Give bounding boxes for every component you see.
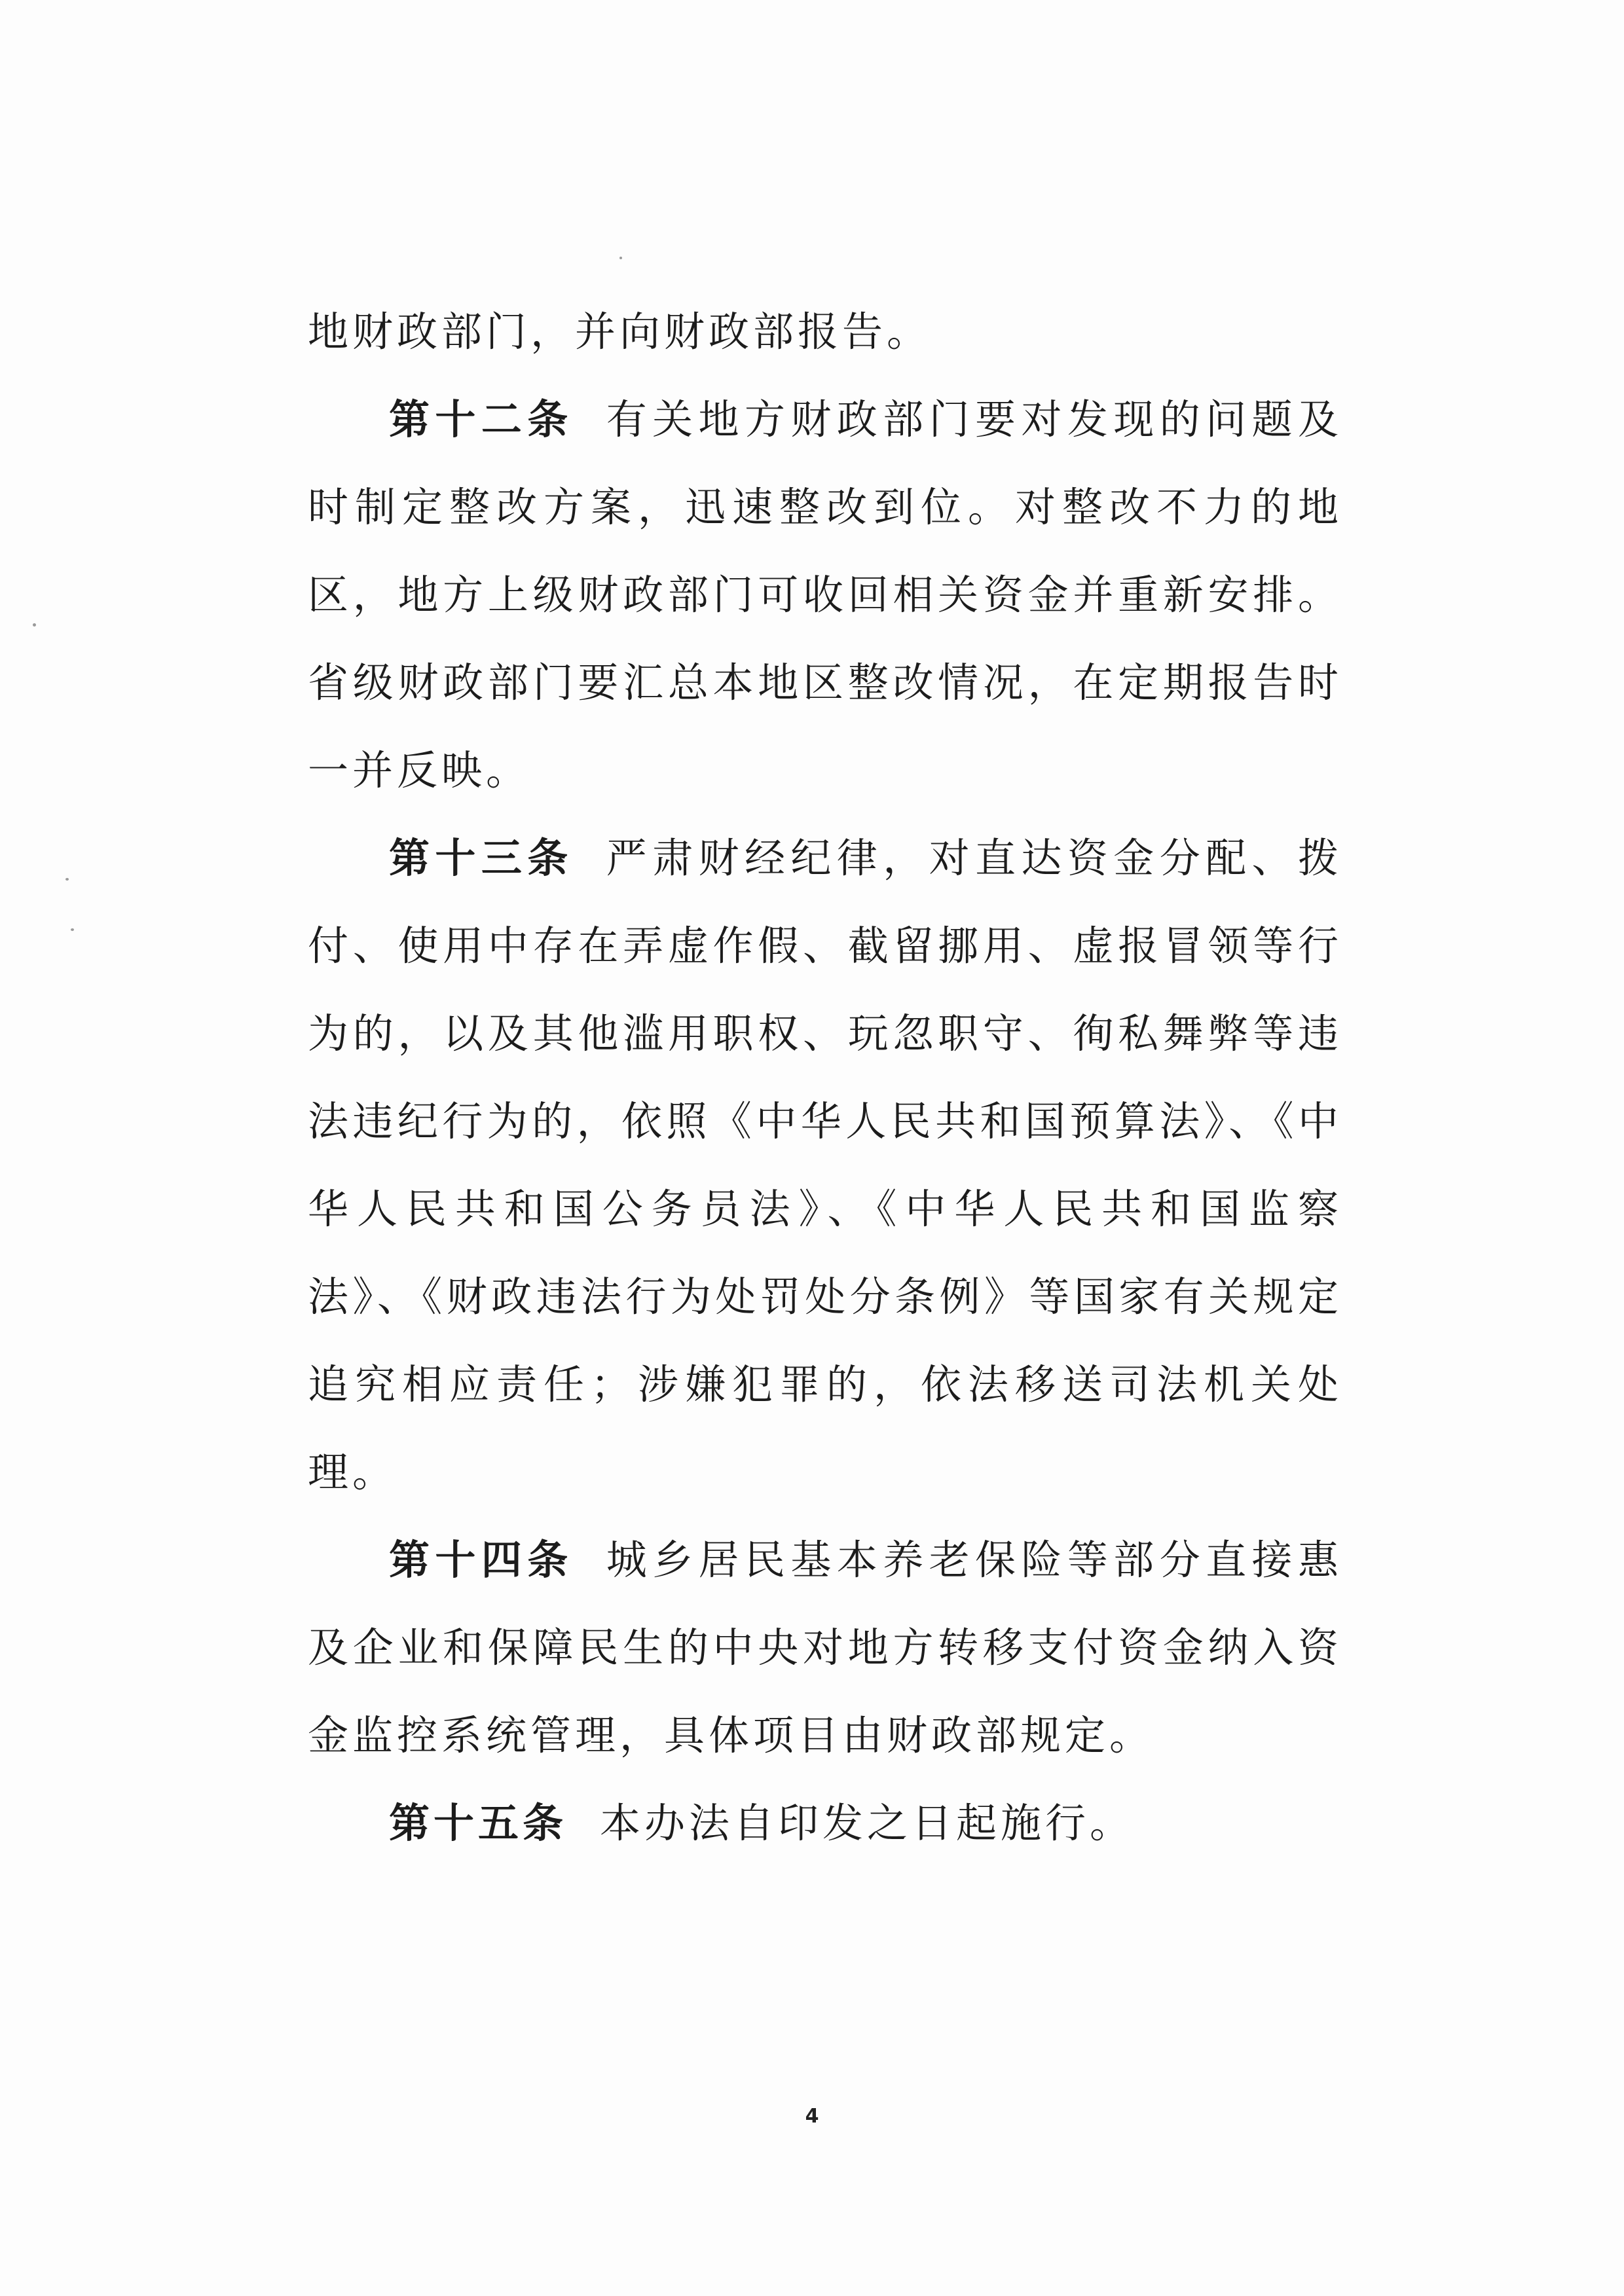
paragraph-continuation [308, 288, 1342, 376]
paragraph-text: 地财政部门，并向财政部报告。 [308, 308, 932, 355]
document-body [308, 288, 1342, 1867]
scan-speck [619, 257, 622, 259]
article-text: 有关地方财政部门要对发现的问题及时制定整改方案，迅速整改到位。对整改不力的地区，地方上级财政部门可收回相关资金并重新安排。省级财政部门要汇总本地区整改情况，在定期报告时一并反映。 [308, 395, 1342, 794]
article-text: 城乡居民基本养老保险等部分直接惠及企业和保障民生的中央对地方转移支付资金纳入资金监控系统管理，具体项目由财政部规定。 [308, 1536, 1342, 1759]
scan-speck [33, 623, 36, 627]
article-number: 第十二条 [389, 395, 574, 443]
scan-speck [71, 928, 74, 931]
article-text: 严肃财经纪律，对直达资金分配、拨付、使用中存在弄虚作假、截留挪用、虚报冒领等行为的，以及其他滥用职权、玩忽职守、徇私舞弊等违法违纪行为的，依照《中华人民共和国预算法》、《中华人民共和国公务员法》、《中华人民共和国监察法》、《财政违法行为处罚处分条例》等国家有关规定追究相应责任；涉嫌犯罪的，依法移送司法机关处理。 [308, 834, 1342, 1496]
article-number: 第十三条 [389, 834, 574, 882]
article-14 [308, 1516, 1342, 1779]
article-text: 本办法自印发之日起施行。 [600, 1799, 1135, 1847]
article-number: 第十五条 [389, 1799, 568, 1847]
page-number: 4 [805, 2105, 819, 2128]
article-number: 第十四条 [389, 1536, 574, 1584]
article-12 [308, 376, 1342, 814]
article-13 [308, 814, 1342, 1516]
article-15 [308, 1779, 1342, 1867]
scan-speck [65, 878, 69, 881]
